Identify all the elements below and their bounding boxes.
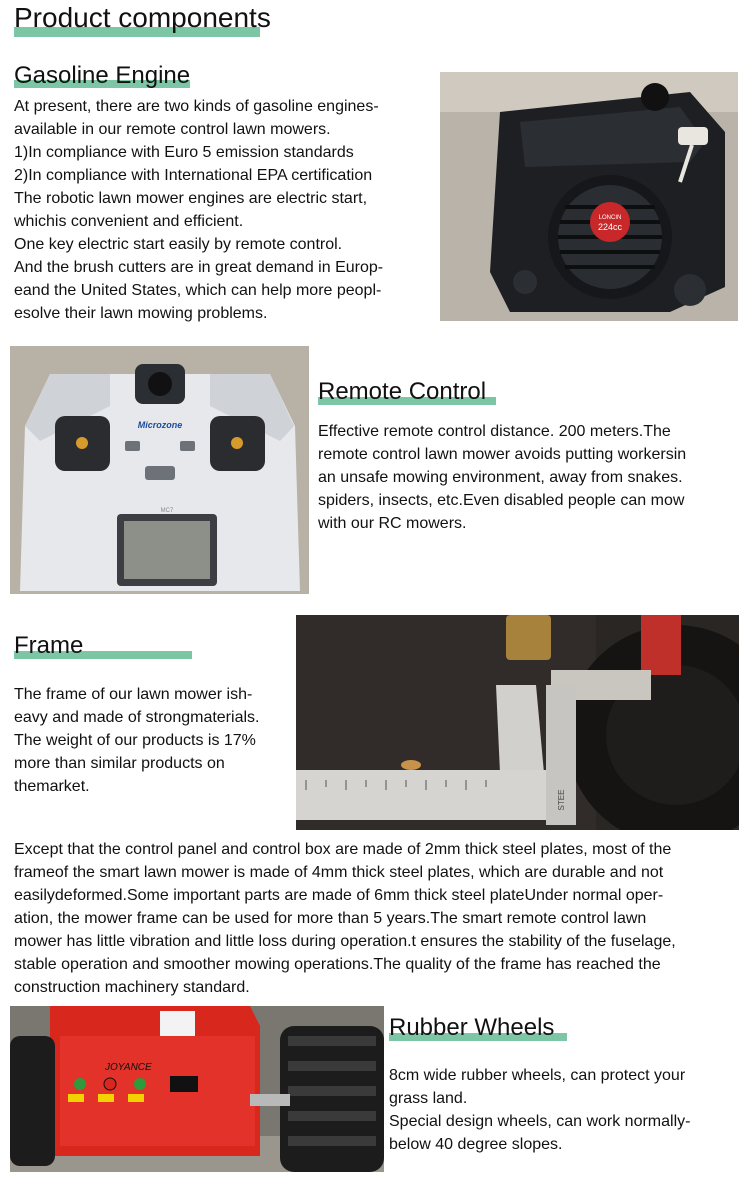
remote-description xyxy=(318,420,738,535)
text-line: Special design wheels, can work normally- xyxy=(389,1113,691,1130)
badge-cc: 224cc xyxy=(597,222,623,232)
device-model: MC7 xyxy=(160,508,174,514)
device-brand: Microzone xyxy=(137,420,183,430)
engine-photo xyxy=(440,72,738,321)
text-line: The frame of our lawn mower ish- xyxy=(14,686,253,703)
text-line: Except that the control panel and control box are made of 2mm thick steel plates, most of the xyxy=(14,841,672,858)
caliper-brand: STEE xyxy=(557,789,566,811)
remote-heading: Remote Control xyxy=(318,378,487,405)
text-line: stable operation and smoother mowing operations.The quality of the frame has reached the xyxy=(14,956,661,973)
text-line: 1)In compliance with Euro 5 emission standards xyxy=(14,144,354,161)
text-line: One key electric start easily by remote control. xyxy=(14,236,343,253)
text-line: eand the United States, which can help more peopl- xyxy=(14,282,382,299)
text-line: below 40 degree slopes. xyxy=(389,1136,563,1153)
text-line: whichis convenient and efficient. xyxy=(14,213,244,230)
text-line: The robotic lawn mower engines are electric start, xyxy=(14,190,368,207)
text-line: 2)In compliance with International EPA certification xyxy=(14,167,373,184)
wheels-description xyxy=(389,1064,744,1156)
text-line: frameof the smart lawn mower is made of 4mm thick steel plates, which are durable and not xyxy=(14,864,664,881)
page-title: Product components xyxy=(14,2,271,33)
text-line: At present, there are two kinds of gasoline engines- xyxy=(14,98,379,115)
text-line: ation, the mower frame can be used for more than 5 years.The smart remote control lawn xyxy=(14,910,647,927)
text-line: themarket. xyxy=(14,778,90,795)
remote-control-photo xyxy=(10,346,309,594)
text-line: grass land. xyxy=(389,1090,468,1107)
text-line: eavy and made of strongmaterials. xyxy=(14,709,260,726)
rubber-wheels-photo xyxy=(10,1006,384,1172)
text-line: Effective remote control distance. 200 meters.The xyxy=(318,423,671,440)
frame-caliper-photo xyxy=(296,615,739,830)
wheels-heading: Rubber Wheels xyxy=(389,1014,555,1041)
frame-heading: Frame xyxy=(14,632,84,659)
panel-brand: JOYANCE xyxy=(105,1062,152,1073)
text-line: an unsafe mowing environment, away from snakes. xyxy=(318,469,683,486)
text-line: And the brush cutters are in great demand in Europ- xyxy=(14,259,384,276)
text-line: esolve their lawn mowing problems. xyxy=(14,305,268,322)
text-line: more than similar products on xyxy=(14,755,225,772)
engine-heading: Gasoline Engine xyxy=(14,62,191,89)
text-line: construction machinery standard. xyxy=(14,979,250,996)
frame-description xyxy=(14,683,294,798)
text-line: mower has little vibration and little loss during operation.t ensures the stability of the fuselage, xyxy=(14,933,676,950)
text-line: easilydeformed.Some important parts are made of 6mm thick steel plateUnder normal oper- xyxy=(14,887,664,904)
text-line: remote control lawn mower avoids putting workersin xyxy=(318,446,687,463)
frame-detail-paragraph xyxy=(14,838,744,999)
text-line: spiders, insects, etc.Even disabled people can mow xyxy=(318,492,685,509)
text-line: with our RC mowers. xyxy=(318,515,467,532)
text-line: The weight of our products is 17% xyxy=(14,732,256,749)
engine-description xyxy=(14,95,434,325)
text-line: 8cm wide rubber wheels, can protect your xyxy=(389,1067,686,1084)
text-line: available in our remote control lawn mowers. xyxy=(14,121,331,138)
badge-brand: LONCIN xyxy=(598,215,622,221)
